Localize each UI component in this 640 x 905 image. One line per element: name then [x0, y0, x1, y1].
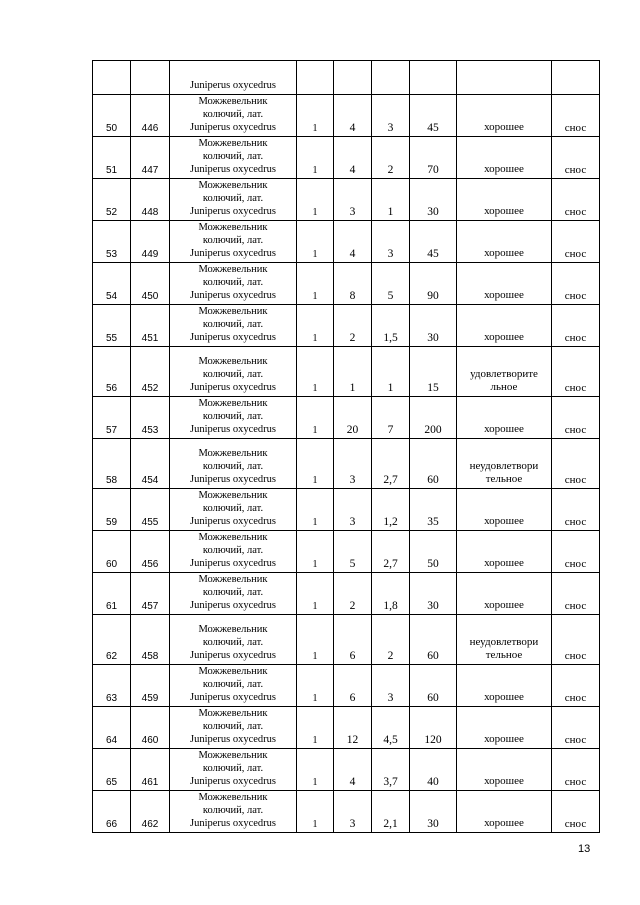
cell-name — [170, 221, 297, 263]
cell-c: 2 — [372, 137, 410, 179]
cell-num: 65 — [93, 749, 131, 791]
cell-action: снос — [552, 305, 600, 347]
name-line: Juniperus oxycedrus — [189, 248, 277, 259]
table-row — [93, 347, 600, 397]
cell-c: 2,7 — [372, 531, 410, 573]
cell-c: 1,8 — [372, 573, 410, 615]
table-row — [93, 749, 600, 791]
name-line: Можжевельник — [198, 138, 268, 149]
cell-id: 449 — [131, 221, 170, 263]
cell-condition: неудовлетвори тельное — [457, 439, 552, 489]
cell-condition: хорошее — [457, 137, 552, 179]
cell-c — [372, 61, 410, 95]
cell-condition: неудовлетвори тельное — [457, 615, 552, 665]
cell-name — [170, 615, 297, 665]
cell-c: 1,2 — [372, 489, 410, 531]
name-line: Juniperus oxycedrus — [189, 164, 277, 175]
cell-a: 1 — [297, 573, 334, 615]
cell-id: 446 — [131, 95, 170, 137]
table-row — [93, 397, 600, 439]
cell-action: снос — [552, 137, 600, 179]
cell-id: 447 — [131, 137, 170, 179]
cell-action: снос — [552, 397, 600, 439]
name-line: Juniperus oxycedrus — [189, 290, 277, 301]
cell-name — [170, 665, 297, 707]
cell-name — [170, 791, 297, 833]
cell-d: 45 — [410, 221, 457, 263]
cell-condition: хорошее — [457, 665, 552, 707]
cell-id: 462 — [131, 791, 170, 833]
name-line: Можжевельник — [198, 490, 268, 501]
cell-num: 56 — [93, 347, 131, 397]
cell-c: 7 — [372, 397, 410, 439]
name-line: Можжевельник — [198, 264, 268, 275]
cell-id: 459 — [131, 665, 170, 707]
cell-action: снос — [552, 531, 600, 573]
cell-b: 3 — [334, 179, 372, 221]
cell-action — [552, 61, 600, 95]
cell-action: снос — [552, 263, 600, 305]
cell-a: 1 — [297, 615, 334, 665]
cell-d — [410, 61, 457, 95]
cell-action: снос — [552, 179, 600, 221]
cell-name — [170, 263, 297, 305]
cell-b: 2 — [334, 573, 372, 615]
cell-condition: хорошее — [457, 95, 552, 137]
cell-name — [170, 397, 297, 439]
cell-name — [170, 61, 297, 95]
cell-name — [170, 305, 297, 347]
name-line: колючий, лат. — [202, 277, 264, 288]
cell-a: 1 — [297, 347, 334, 397]
cell-c: 2,7 — [372, 439, 410, 489]
cell-b: 3 — [334, 791, 372, 833]
cell-id: 457 — [131, 573, 170, 615]
name-line: Можжевельник — [198, 624, 268, 635]
cell-condition: хорошее — [457, 179, 552, 221]
cell-id: 454 — [131, 439, 170, 489]
name-line: колючий, лат. — [202, 193, 264, 204]
cell-b: 1 — [334, 347, 372, 397]
cell-c: 5 — [372, 263, 410, 305]
name-line: Можжевельник — [198, 532, 268, 543]
cell-a: 1 — [297, 489, 334, 531]
table-row — [93, 95, 600, 137]
table-row — [93, 489, 600, 531]
cell-action: снос — [552, 95, 600, 137]
tree-inventory-table — [92, 60, 600, 833]
cell-d: 90 — [410, 263, 457, 305]
cell-b: 4 — [334, 95, 372, 137]
cell-num: 61 — [93, 573, 131, 615]
name-line: Juniperus oxycedrus — [189, 818, 277, 829]
cell-name — [170, 707, 297, 749]
cell-c: 3 — [372, 95, 410, 137]
cell-id: 461 — [131, 749, 170, 791]
name-line: Можжевельник — [198, 306, 268, 317]
cell-b: 3 — [334, 439, 372, 489]
cell-c: 2 — [372, 615, 410, 665]
name-line: колючий, лат. — [202, 637, 264, 648]
cell-b: 12 — [334, 707, 372, 749]
cell-action: снос — [552, 573, 600, 615]
cell-name — [170, 347, 297, 397]
table-row — [93, 615, 600, 665]
name-line: Можжевельник — [198, 574, 268, 585]
cell-a: 1 — [297, 531, 334, 573]
cell-num: 51 — [93, 137, 131, 179]
name-line: Juniperus oxycedrus — [189, 776, 277, 787]
name-line: колючий, лат. — [202, 109, 264, 120]
cell-b: 2 — [334, 305, 372, 347]
cell-num: 57 — [93, 397, 131, 439]
cell-a: 1 — [297, 305, 334, 347]
name-line: Можжевельник — [198, 666, 268, 677]
cell-d: 60 — [410, 439, 457, 489]
cell-num: 62 — [93, 615, 131, 665]
table-row — [93, 179, 600, 221]
name-line: Juniperus oxycedrus — [189, 692, 277, 703]
table-body — [93, 61, 600, 833]
cell-id: 448 — [131, 179, 170, 221]
name-line: Можжевельник — [198, 448, 268, 459]
name-line: Можжевельник — [198, 398, 268, 409]
name-line: колючий, лат. — [202, 151, 264, 162]
cell-condition: хорошее — [457, 749, 552, 791]
cell-id: 460 — [131, 707, 170, 749]
cell-condition: хорошее — [457, 397, 552, 439]
cell-a: 1 — [297, 439, 334, 489]
cell-num: 59 — [93, 489, 131, 531]
cell-a: 1 — [297, 791, 334, 833]
cell-b: 4 — [334, 137, 372, 179]
cell-c: 3,7 — [372, 749, 410, 791]
cell-name — [170, 573, 297, 615]
cell-name — [170, 749, 297, 791]
cell-id: 453 — [131, 397, 170, 439]
cell-a — [297, 61, 334, 95]
cell-condition: хорошее — [457, 531, 552, 573]
name-line: Juniperus oxycedrus — [189, 600, 277, 611]
name-line: Juniperus oxycedrus — [189, 516, 277, 527]
cell-b: 8 — [334, 263, 372, 305]
cell-action: снос — [552, 749, 600, 791]
cell-condition: хорошее — [457, 791, 552, 833]
cell-condition: хорошее — [457, 489, 552, 531]
cell-action: снос — [552, 707, 600, 749]
cell-condition: удовлетворите льное — [457, 347, 552, 397]
cell-num: 66 — [93, 791, 131, 833]
cell-c: 1 — [372, 347, 410, 397]
cell-c: 3 — [372, 665, 410, 707]
cell-d: 200 — [410, 397, 457, 439]
cell-condition: хорошее — [457, 305, 552, 347]
cell-b: 20 — [334, 397, 372, 439]
table-row — [93, 707, 600, 749]
cell-b: 3 — [334, 489, 372, 531]
table-row — [93, 137, 600, 179]
cell-a: 1 — [297, 221, 334, 263]
cell-condition: хорошее — [457, 573, 552, 615]
name-line: колючий, лат. — [202, 721, 264, 732]
cell-num: 55 — [93, 305, 131, 347]
cell-id — [131, 61, 170, 95]
cell-name — [170, 439, 297, 489]
cell-action: снос — [552, 791, 600, 833]
cell-b: 6 — [334, 665, 372, 707]
name-line: Juniperus oxycedrus — [189, 474, 277, 485]
name-line: колючий, лат. — [202, 235, 264, 246]
cell-a: 1 — [297, 263, 334, 305]
cell-condition: хорошее — [457, 263, 552, 305]
name-line: Juniperus oxycedrus — [189, 558, 277, 569]
cell-id: 456 — [131, 531, 170, 573]
name-line: колючий, лат. — [202, 805, 264, 816]
table-row — [93, 221, 600, 263]
cell-action: снос — [552, 221, 600, 263]
name-line: Juniperus oxycedrus — [189, 734, 277, 745]
name-line: колючий, лат. — [202, 587, 264, 598]
cell-a: 1 — [297, 95, 334, 137]
cell-b: 6 — [334, 615, 372, 665]
name-line: Juniperus oxycedrus — [189, 382, 277, 393]
name-line: Можжевельник — [198, 356, 268, 367]
name-line: колючий, лат. — [202, 461, 264, 472]
cell-num: 50 — [93, 95, 131, 137]
cell-d: 60 — [410, 615, 457, 665]
cell-d: 70 — [410, 137, 457, 179]
cell-a: 1 — [297, 665, 334, 707]
cell-id: 452 — [131, 347, 170, 397]
cell-num — [93, 61, 131, 95]
cell-num: 63 — [93, 665, 131, 707]
cell-c: 4,5 — [372, 707, 410, 749]
cell-a: 1 — [297, 179, 334, 221]
cell-condition: хорошее — [457, 221, 552, 263]
name-latin: Juniperus oxycedrus — [189, 80, 277, 91]
name-line: Juniperus oxycedrus — [189, 206, 277, 217]
name-line: колючий, лат. — [202, 545, 264, 556]
name-line: колючий, лат. — [202, 319, 264, 330]
cell-d: 60 — [410, 665, 457, 707]
cell-id: 458 — [131, 615, 170, 665]
cell-a: 1 — [297, 397, 334, 439]
cell-name — [170, 137, 297, 179]
name-line: Можжевельник — [198, 792, 268, 803]
cell-d: 40 — [410, 749, 457, 791]
table-row-continuation — [93, 61, 600, 95]
cell-b: 5 — [334, 531, 372, 573]
name-line: колючий, лат. — [202, 411, 264, 422]
name-line: Можжевельник — [198, 96, 268, 107]
cell-d: 120 — [410, 707, 457, 749]
name-line: Juniperus oxycedrus — [189, 332, 277, 343]
cell-c: 1 — [372, 179, 410, 221]
cell-b — [334, 61, 372, 95]
cell-action: снос — [552, 665, 600, 707]
cell-id: 451 — [131, 305, 170, 347]
name-line: колючий, лат. — [202, 763, 264, 774]
cell-num: 58 — [93, 439, 131, 489]
cell-d: 15 — [410, 347, 457, 397]
cell-name — [170, 489, 297, 531]
cell-id: 455 — [131, 489, 170, 531]
cell-b: 4 — [334, 221, 372, 263]
page-number: 13 — [578, 843, 591, 855]
cell-num: 52 — [93, 179, 131, 221]
cell-name — [170, 95, 297, 137]
cell-action: снос — [552, 439, 600, 489]
cell-d: 35 — [410, 489, 457, 531]
name-line: Можжевельник — [198, 180, 268, 191]
cell-condition: хорошее — [457, 707, 552, 749]
cell-num: 64 — [93, 707, 131, 749]
cell-a: 1 — [297, 749, 334, 791]
table-row — [93, 665, 600, 707]
cell-name — [170, 531, 297, 573]
cell-name — [170, 179, 297, 221]
name-line: колючий, лат. — [202, 369, 264, 380]
name-line: Juniperus oxycedrus — [189, 122, 277, 133]
cell-d: 45 — [410, 95, 457, 137]
cell-b: 4 — [334, 749, 372, 791]
cell-condition — [457, 61, 552, 95]
cell-c: 3 — [372, 221, 410, 263]
cell-d: 30 — [410, 179, 457, 221]
name-line: Juniperus oxycedrus — [189, 424, 277, 435]
name-line: Juniperus oxycedrus — [189, 650, 277, 661]
cell-action: снос — [552, 347, 600, 397]
table-row — [93, 305, 600, 347]
cell-id: 450 — [131, 263, 170, 305]
cell-c: 1,5 — [372, 305, 410, 347]
cell-num: 53 — [93, 221, 131, 263]
table-row — [93, 263, 600, 305]
table-row — [93, 531, 600, 573]
table-row — [93, 439, 600, 489]
cell-c: 2,1 — [372, 791, 410, 833]
cell-action: снос — [552, 489, 600, 531]
name-line: Можжевельник — [198, 222, 268, 233]
name-line: Можжевельник — [198, 708, 268, 719]
name-line: колючий, лат. — [202, 503, 264, 514]
cell-d: 50 — [410, 531, 457, 573]
cell-d: 30 — [410, 791, 457, 833]
cell-a: 1 — [297, 707, 334, 749]
cell-num: 60 — [93, 531, 131, 573]
name-line: колючий, лат. — [202, 679, 264, 690]
name-line: Можжевельник — [198, 750, 268, 761]
cell-action: снос — [552, 615, 600, 665]
cell-a: 1 — [297, 137, 334, 179]
table-row — [93, 791, 600, 833]
cell-d: 30 — [410, 305, 457, 347]
cell-num: 54 — [93, 263, 131, 305]
cell-d: 30 — [410, 573, 457, 615]
table-row — [93, 573, 600, 615]
